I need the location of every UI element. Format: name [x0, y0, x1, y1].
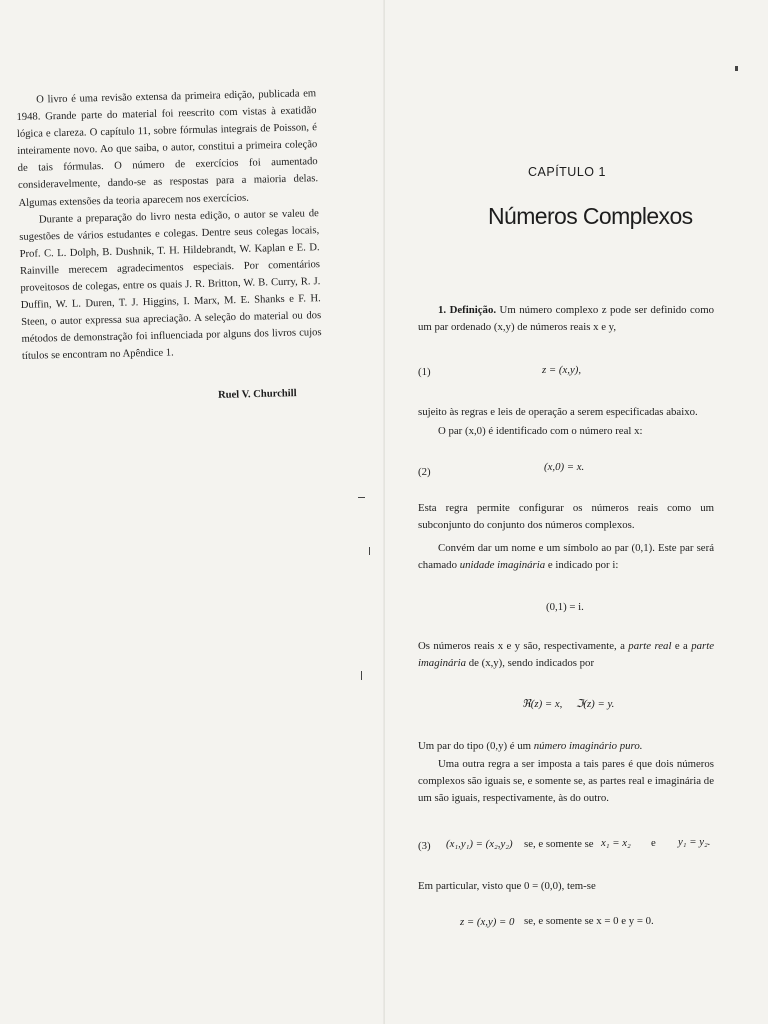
preface-paragraph-1: O livro é uma revisão extensa da primeira edição, publicada em 1948. Grande parte do material foi reescrito com vistas à exatidão lógica e clareza. O capítulo 11, sobre fórmulas integrais de Poisson, é inteiramente novo. Ao que saiba, o autor, constitui a primeira coleção de tais fórmulas. O número de exercícios foi aumentado consideravelmente, dando-se as respostas para a maioria delas. Algumas extensões da teoria aparecem nos exercícios.: [16, 88, 319, 209]
definition-paragraph: [418, 302, 714, 336]
parts-text-1: Os números reais x e y são, respectivamente, a: [418, 640, 625, 652]
after-eq1-text: sujeito às regras e leis de operação a serem especificadas abaixo.: [418, 406, 698, 418]
equation-2: (x,0) = x.: [544, 461, 585, 473]
preface-paragraph-2: Durante a preparação do livro nesta edição, o autor se valeu de sugestões de vários estudantes e colegas. Dentre seus colegas locais, Prof. C. L. Dolph, B. Dushnik, T. H. Hildebrandt, W. Kaplan e E. D. Rainville merecem agradecimentos especiais. Por comentários proveitosos de colegas, entre os quais J. R. Britton, W. B. Curry, R. J. Duffin, W. L. Duren, T. J. Higgins, I. Marx, M. E. Shanks e F. H. Steen, o autor expressa sua apreciação. A seleção do material ou dos métodos de demonstração foi influenciada por alguns dos livros cujos títulos se encontram no Apêndice 1.: [19, 207, 322, 363]
equation-parts: ℜ(z) = x, ℑ(z) = y.: [522, 698, 615, 710]
equation-1-number: (1): [418, 366, 431, 378]
pure-imaginary-line: [418, 738, 714, 755]
definition-text: Um número complexo z pode ser definido como um par ordenado (x,y) de números reais x e y,: [418, 304, 714, 333]
scan-speck: [735, 66, 738, 71]
scan-mark: [369, 547, 370, 555]
equation-3-number: (3): [418, 840, 431, 852]
equation-zero-condition: se, e somente se x = 0 e y = 0.: [524, 915, 654, 927]
equation-3-and: e: [651, 837, 656, 849]
equation-unit: (0,1) = i.: [546, 601, 584, 613]
preface-text: [16, 85, 322, 365]
imag-part-term: parte imaginária: [418, 640, 715, 669]
particular-text: Em particular, visto que 0 = (0,0), tem-se: [418, 880, 596, 892]
scan-mark: [361, 671, 362, 680]
pure-text: Um par do tipo (0,y) é um: [418, 740, 532, 752]
equation-3-middle: se, e somente se: [524, 838, 594, 850]
real-part-term: parte real: [628, 640, 672, 652]
equation-zero: z = (x,y) = 0: [460, 916, 515, 928]
rule-paragraph: Esta regra permite configurar os números reais como um subconjunto do conjunto dos números complexos.: [418, 502, 714, 531]
chapter-title: Números Complexos: [488, 203, 693, 229]
equation-3-condition-1: x₁ = x₂: [601, 837, 631, 849]
unit-text-2: e indicado por i:: [547, 559, 619, 571]
author-signature: Ruel V. Churchill: [217, 388, 297, 401]
unit-term: unidade imaginária: [459, 559, 546, 571]
unit-paragraph: [418, 540, 714, 574]
pair-identified-text: O par (x,0) é identificado com o número real x:: [438, 425, 643, 437]
section-heading: 1. Definição.: [438, 304, 497, 316]
parts-text-3: de (x,y), sendo indicados por: [468, 657, 595, 669]
chapter-label: CAPÍTULO 1: [528, 165, 606, 179]
parts-paragraph: [418, 638, 714, 672]
unit-text-1: Convém dar um nome e um símbolo ao par (0,1). Este par será chamado: [418, 542, 714, 571]
parts-text-2: e a: [674, 640, 688, 652]
equation-3-left: (x₁,y₁) = (x₂,y₂): [446, 838, 513, 850]
equation-1: z = (x,y),: [542, 364, 582, 376]
equation-3-condition-2: y₁ = y₂.: [678, 836, 711, 848]
pure-term: número imaginário puro.: [533, 740, 643, 752]
equality-paragraph: Uma outra regra a ser imposta a tais pares é que dois números complexos são iguais se, e somente se, as partes real e imaginária de um são iguais, respectivamente, às do outro.: [418, 758, 714, 804]
scan-mark: [358, 497, 365, 498]
equation-2-number: (2): [418, 466, 431, 478]
